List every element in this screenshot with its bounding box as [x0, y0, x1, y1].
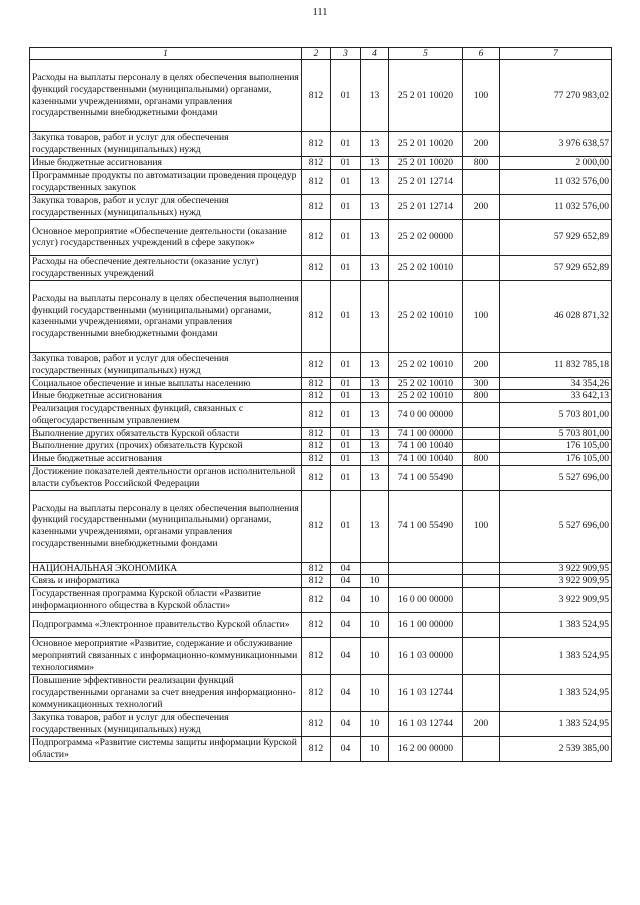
- expense-type: [463, 427, 500, 440]
- target-article: 25 2 01 10020: [389, 132, 463, 157]
- target-article: 74 1 00 00000: [389, 427, 463, 440]
- subsection-code: 13: [361, 132, 389, 157]
- target-article: 25 2 02 10010: [389, 255, 463, 280]
- section-code: 04: [331, 575, 361, 588]
- expense-type: 200: [463, 194, 500, 219]
- table-row: [30, 562, 612, 575]
- amount: 3 922 909,95: [500, 575, 612, 588]
- item-name: Подпрограмма «Развитие системы защиты информации Курской области»: [30, 736, 302, 761]
- target-article: 74 1 00 10040: [389, 452, 463, 465]
- header-cell: 6: [463, 48, 500, 60]
- target-article: [389, 575, 463, 588]
- target-article: [389, 562, 463, 575]
- target-article: 25 2 01 12714: [389, 194, 463, 219]
- item-name: Иные бюджетные ассигнования: [30, 390, 302, 403]
- amount: 3 976 638,57: [500, 132, 612, 157]
- section-code: 01: [331, 490, 361, 562]
- subsection-code: 10: [361, 736, 389, 761]
- item-name: Выполнение других (прочих) обязательств Курской: [30, 440, 302, 453]
- section-code: 01: [331, 390, 361, 403]
- ved-code: 812: [302, 132, 331, 157]
- amount: 3 922 909,95: [500, 587, 612, 612]
- header-cell: 3: [331, 48, 361, 60]
- section-code: 01: [331, 60, 361, 132]
- ved-code: 812: [302, 575, 331, 588]
- expense-type: [463, 736, 500, 761]
- subsection-code: 13: [361, 490, 389, 562]
- expense-type: 200: [463, 711, 500, 736]
- target-article: 16 1 03 00000: [389, 637, 463, 674]
- subsection-code: 13: [361, 427, 389, 440]
- expense-type: [463, 587, 500, 612]
- ved-code: 812: [302, 169, 331, 194]
- expense-type: 800: [463, 390, 500, 403]
- subsection-code: 13: [361, 352, 389, 377]
- section-code: 04: [331, 612, 361, 637]
- subsection-code: 13: [361, 194, 389, 219]
- ved-code: 812: [302, 377, 331, 390]
- header-cell: 5: [389, 48, 463, 60]
- ved-code: 812: [302, 711, 331, 736]
- target-article: 25 2 01 10020: [389, 60, 463, 132]
- subsection-code: 13: [361, 465, 389, 490]
- section-code: 04: [331, 674, 361, 711]
- header-row: [30, 48, 612, 60]
- table-row: [30, 352, 612, 377]
- subsection-code: [361, 562, 389, 575]
- section-code: 01: [331, 194, 361, 219]
- subsection-code: 13: [361, 157, 389, 170]
- amount: 5 527 696,00: [500, 465, 612, 490]
- section-code: 01: [331, 440, 361, 453]
- expense-type: 300: [463, 377, 500, 390]
- subsection-code: 13: [361, 169, 389, 194]
- table-row: [30, 736, 612, 761]
- item-name: Закупка товаров, работ и услуг для обеспечения государственных (муниципальных) нужд: [30, 132, 302, 157]
- target-article: 16 1 03 12744: [389, 711, 463, 736]
- item-name: Расходы на обеспечение деятельности (оказание услуг) государственных учреждений: [30, 255, 302, 280]
- target-article: 25 2 02 10010: [389, 352, 463, 377]
- section-code: 01: [331, 452, 361, 465]
- amount: 1 383 524,95: [500, 711, 612, 736]
- subsection-code: 13: [361, 280, 389, 352]
- amount: 176 105,00: [500, 452, 612, 465]
- expense-type: 800: [463, 157, 500, 170]
- table-row: [30, 674, 612, 711]
- amount: 11 032 576,00: [500, 194, 612, 219]
- ved-code: 812: [302, 60, 331, 132]
- table-row: [30, 390, 612, 403]
- target-article: 74 1 00 10040: [389, 440, 463, 453]
- expense-type: [463, 169, 500, 194]
- expense-type: 100: [463, 60, 500, 132]
- ved-code: 812: [302, 219, 331, 255]
- table-row: [30, 465, 612, 490]
- table-row: [30, 194, 612, 219]
- section-code: 01: [331, 132, 361, 157]
- header-cell: 7: [500, 48, 612, 60]
- expense-type: [463, 575, 500, 588]
- target-article: 16 1 03 12744: [389, 674, 463, 711]
- subsection-code: 10: [361, 612, 389, 637]
- item-name: Достижение показателей деятельности органов исполнительной власти субъектов Российской Федерации: [30, 465, 302, 490]
- table-row: [30, 575, 612, 588]
- target-article: 16 2 00 00000: [389, 736, 463, 761]
- table-row: [30, 612, 612, 637]
- ved-code: 812: [302, 452, 331, 465]
- ved-code: 812: [302, 352, 331, 377]
- page-number: 111: [312, 7, 328, 18]
- section-code: 01: [331, 219, 361, 255]
- subsection-code: 13: [361, 219, 389, 255]
- section-code: 01: [331, 157, 361, 170]
- amount: 46 028 871,32: [500, 280, 612, 352]
- header-cell: 4: [361, 48, 389, 60]
- expense-type: 200: [463, 132, 500, 157]
- amount: 11 032 576,00: [500, 169, 612, 194]
- table-row: [30, 490, 612, 562]
- amount: 2 000,00: [500, 157, 612, 170]
- section-code: 01: [331, 377, 361, 390]
- target-article: 74 1 00 55490: [389, 465, 463, 490]
- table-row: [30, 427, 612, 440]
- header-cell: 2: [302, 48, 331, 60]
- ved-code: 812: [302, 465, 331, 490]
- item-name: Реализация государственных функций, связанных с общегосударственным управлением: [30, 402, 302, 427]
- section-code: 04: [331, 587, 361, 612]
- ved-code: 812: [302, 194, 331, 219]
- subsection-code: 10: [361, 637, 389, 674]
- target-article: 74 1 00 55490: [389, 490, 463, 562]
- item-name: Государственная программа Курской области «Развитие информационного общества в Курской области»: [30, 587, 302, 612]
- section-code: 01: [331, 255, 361, 280]
- ved-code: 812: [302, 440, 331, 453]
- ved-code: 812: [302, 402, 331, 427]
- expense-type: 200: [463, 352, 500, 377]
- item-name: Программные продукты по автоматизации проведения процедур государственных закупок: [30, 169, 302, 194]
- target-article: 16 1 00 00000: [389, 612, 463, 637]
- target-article: 74 0 00 00000: [389, 402, 463, 427]
- amount: 2 539 385,00: [500, 736, 612, 761]
- amount: 11 832 785,18: [500, 352, 612, 377]
- item-name: Основное мероприятие «Обеспечение деятельности (оказание услуг) государственных учреждений в сфере закупок»: [30, 219, 302, 255]
- header-cell: 1: [30, 48, 302, 60]
- section-code: 01: [331, 465, 361, 490]
- target-article: 16 0 00 00000: [389, 587, 463, 612]
- section-code: 01: [331, 169, 361, 194]
- ved-code: 812: [302, 427, 331, 440]
- item-name: Иные бюджетные ассигнования: [30, 157, 302, 170]
- ved-code: 812: [302, 637, 331, 674]
- table-row: [30, 587, 612, 612]
- item-name: Основное мероприятие «Развитие, содержание и обслуживание мероприятий связанных с информационно-коммуникационными технологиями»: [30, 637, 302, 674]
- subsection-code: 13: [361, 452, 389, 465]
- target-article: 25 2 02 10010: [389, 280, 463, 352]
- table-row: [30, 402, 612, 427]
- expense-type: [463, 612, 500, 637]
- amount: 57 929 652,89: [500, 219, 612, 255]
- ved-code: 812: [302, 157, 331, 170]
- item-name: Иные бюджетные ассигнования: [30, 452, 302, 465]
- expense-type: 100: [463, 280, 500, 352]
- amount: 3 922 909,95: [500, 562, 612, 575]
- table-row: [30, 219, 612, 255]
- table-row: [30, 60, 612, 132]
- table-row: [30, 377, 612, 390]
- expense-type: [463, 465, 500, 490]
- expense-type: [463, 219, 500, 255]
- expense-type: [463, 402, 500, 427]
- target-article: 25 2 02 10010: [389, 390, 463, 403]
- amount: 5 703 801,00: [500, 427, 612, 440]
- subsection-code: 10: [361, 575, 389, 588]
- section-code: 01: [331, 352, 361, 377]
- subsection-code: 10: [361, 587, 389, 612]
- table-row: [30, 452, 612, 465]
- section-code: 04: [331, 736, 361, 761]
- table-row: [30, 637, 612, 674]
- section-code: 01: [331, 280, 361, 352]
- item-name: Выполнение других обязательств Курской области: [30, 427, 302, 440]
- subsection-code: 13: [361, 440, 389, 453]
- ved-code: 812: [302, 390, 331, 403]
- item-name: Расходы на выплаты персоналу в целях обеспечения выполнения функций государственными (муниципальными) органами, казенными учреждениями, органами управления государственными внебюджетными фондами: [30, 60, 302, 132]
- amount: 77 270 983,02: [500, 60, 612, 132]
- amount: 33 642,13: [500, 390, 612, 403]
- target-article: 25 2 02 10010: [389, 377, 463, 390]
- target-article: 25 2 01 12714: [389, 169, 463, 194]
- target-article: 25 2 01 10020: [389, 157, 463, 170]
- expense-type: [463, 255, 500, 280]
- table-row: [30, 711, 612, 736]
- expense-type: [463, 637, 500, 674]
- table-row: [30, 280, 612, 352]
- item-name: Социальное обеспечение и иные выплаты населению: [30, 377, 302, 390]
- amount: 1 383 524,95: [500, 637, 612, 674]
- amount: 57 929 652,89: [500, 255, 612, 280]
- expense-type: 100: [463, 490, 500, 562]
- item-name: Повышение эффективности реализации функций государственными органами за счет внедрения информационно-коммуникационных технологий: [30, 674, 302, 711]
- ved-code: 812: [302, 612, 331, 637]
- ved-code: 812: [302, 255, 331, 280]
- subsection-code: 10: [361, 711, 389, 736]
- expense-type: [463, 562, 500, 575]
- ved-code: 812: [302, 280, 331, 352]
- section-code: 01: [331, 402, 361, 427]
- subsection-code: 13: [361, 390, 389, 403]
- amount: 5 527 696,00: [500, 490, 612, 562]
- section-code: 01: [331, 427, 361, 440]
- subsection-code: 10: [361, 674, 389, 711]
- amount: 176 105,00: [500, 440, 612, 453]
- expense-type: [463, 674, 500, 711]
- ved-code: 812: [302, 587, 331, 612]
- subsection-code: 13: [361, 255, 389, 280]
- amount: 1 383 524,95: [500, 612, 612, 637]
- subsection-code: 13: [361, 402, 389, 427]
- amount: 34 354,26: [500, 377, 612, 390]
- amount: 5 703 801,00: [500, 402, 612, 427]
- item-name: Связь и информатика: [30, 575, 302, 588]
- item-name: Закупка товаров, работ и услуг для обеспечения государственных (муниципальных) нужд: [30, 194, 302, 219]
- table-row: [30, 132, 612, 157]
- table-row: [30, 169, 612, 194]
- subsection-code: 13: [361, 377, 389, 390]
- budget-table: [29, 47, 612, 762]
- section-code: 04: [331, 637, 361, 674]
- item-name: Закупка товаров, работ и услуг для обеспечения государственных (муниципальных) нужд: [30, 352, 302, 377]
- ved-code: 812: [302, 736, 331, 761]
- item-name: НАЦИОНАЛЬНАЯ ЭКОНОМИКА: [30, 562, 302, 575]
- expense-type: [463, 440, 500, 453]
- ved-code: 812: [302, 490, 331, 562]
- ved-code: 812: [302, 674, 331, 711]
- item-name: Подпрограмма «Электронное правительство Курской области»: [30, 612, 302, 637]
- table-row: [30, 255, 612, 280]
- item-name: Закупка товаров, работ и услуг для обеспечения государственных (муниципальных) нужд: [30, 711, 302, 736]
- ved-code: 812: [302, 562, 331, 575]
- target-article: 25 2 02 00000: [389, 219, 463, 255]
- item-name: Расходы на выплаты персоналу в целях обеспечения выполнения функций государственными (муниципальными) органами, казенными учреждениями, органами управления государственными внебюджетными фондами: [30, 490, 302, 562]
- table-row: [30, 440, 612, 453]
- section-code: 04: [331, 711, 361, 736]
- amount: 1 383 524,95: [500, 674, 612, 711]
- subsection-code: 13: [361, 60, 389, 132]
- section-code: 04: [331, 562, 361, 575]
- item-name: Расходы на выплаты персоналу в целях обеспечения выполнения функций государственными (муниципальными) органами, казенными учреждениями, органами управления государственными внебюджетными фондами: [30, 280, 302, 352]
- table-row: [30, 157, 612, 170]
- expense-type: 800: [463, 452, 500, 465]
